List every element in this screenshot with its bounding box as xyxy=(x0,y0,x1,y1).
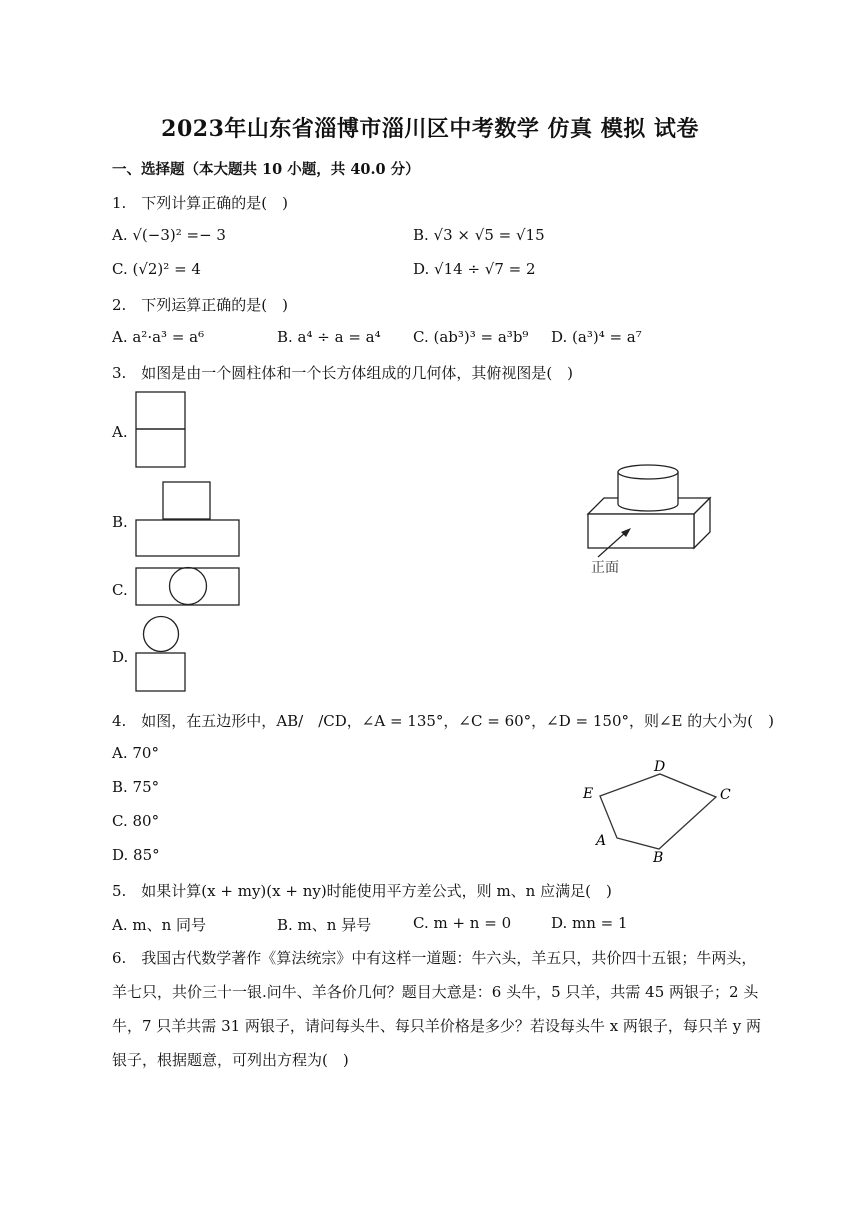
vertex-b-label: B xyxy=(653,850,664,866)
question-5-stem: 5. 如果计算(x + my)(x + ny)时能使用平方差公式，则 m、n 应满足( ) xyxy=(112,882,612,900)
front-view-label: 正面 xyxy=(591,560,619,576)
vertex-c-label: C xyxy=(720,787,731,803)
question-4-option-d: D. 85° xyxy=(112,846,160,864)
question-3-stem: 3. 如图是由一个圆柱体和一个长方体组成的几何体，其俯视图是( ) xyxy=(112,364,574,382)
question-2-option-b: B. a⁴ ÷ a = a⁴ xyxy=(277,328,381,346)
question-3-option-d-label: D. xyxy=(112,648,129,666)
question-4-option-a: A. 70° xyxy=(112,744,159,762)
question-4-stem: 4. 如图，在五边形中，AB/ /CD，∠A = 135°，∠C = 60°，∠D = 150°，则∠E 的大小为( ) xyxy=(112,712,774,730)
question-5-option-a: A. m、n 同号 xyxy=(112,916,207,934)
question-2-option-c: C. (ab³)³ = a³b⁹ xyxy=(413,328,529,346)
question-6-line-2: 羊七只，共价三十一银.问牛、羊各价几何？题目大意是：6 头牛，5 只羊，共需 45 两银子；2 头 xyxy=(112,983,759,1001)
vertex-d-label: D xyxy=(654,759,666,775)
question-4-pentagon-figure xyxy=(578,756,742,866)
question-3-option-b-figure xyxy=(134,480,242,560)
question-1-stem: 1. 下列计算正确的是( ) xyxy=(112,194,289,212)
question-6-line-1: 6. 我国古代数学著作《算法统宗》中有这样一道题：牛六头，羊五只，共价四十五银；牛两头， xyxy=(112,949,757,967)
question-5-option-c: C. m + n = 0 xyxy=(413,914,512,932)
question-6-line-3: 牛，7 只羊共需 31 两银子，请问每头牛、每只羊价格是多少？若设每头牛 x 两银子，每只羊 y 两 xyxy=(112,1017,761,1035)
question-3-option-a-label: A. xyxy=(112,423,128,441)
section-heading: 一、选择题（本大题共 10 小题，共 40.0 分） xyxy=(112,161,420,178)
question-1-option-c: C. (√2)² = 4 xyxy=(112,260,201,278)
question-3-option-b-label: B. xyxy=(112,513,128,531)
question-3-option-c-figure xyxy=(134,565,242,609)
question-2-stem: 2. 下列运算正确的是( ) xyxy=(112,296,289,314)
vertex-a-label: A xyxy=(596,833,607,849)
question-4-option-c: C. 80° xyxy=(112,812,160,830)
page-title: 2023年山东省淄博市淄川区中考数学 仿真 模拟 试卷 xyxy=(161,116,699,142)
question-5-option-b: B. m、n 异号 xyxy=(277,916,372,934)
question-1-option-a: A. √(−3)² =− 3 xyxy=(112,226,226,244)
question-3-option-c-label: C. xyxy=(112,581,128,599)
question-5-option-d: D. mn = 1 xyxy=(551,914,628,932)
question-2-option-d: D. (a³)⁴ = a⁷ xyxy=(551,328,642,346)
question-1-option-b: B. √3 × √5 = √15 xyxy=(413,226,545,244)
question-1-option-d: D. √14 ÷ √7 = 2 xyxy=(413,260,536,278)
vertex-e-label: E xyxy=(583,786,594,802)
question-3-option-a-figure xyxy=(134,390,188,470)
question-4-option-b: B. 75° xyxy=(112,778,160,796)
question-3-option-d-figure xyxy=(134,615,188,695)
question-6-line-4: 银子，根据题意，可列出方程为( ) xyxy=(112,1051,349,1069)
question-2-option-a: A. a²·a³ = a⁶ xyxy=(112,328,205,346)
